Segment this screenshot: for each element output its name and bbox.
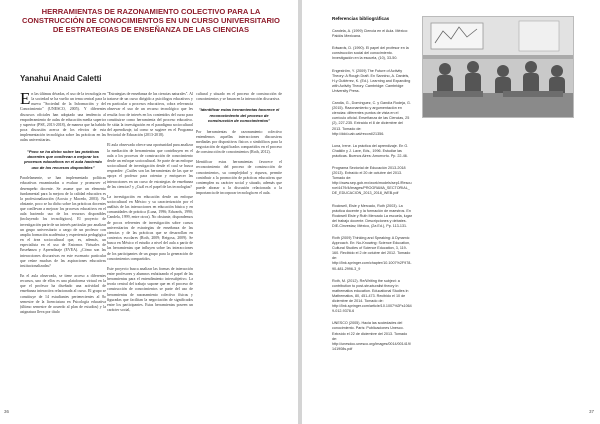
text-column-2	[107, 92, 193, 318]
reference-item: Edwards, D. (1990). El papel del profesor en la construcción social del conocimiento. Investigación en la escuela, (10), 33-50.	[332, 46, 409, 61]
references-heading: Referencias bibliográficas	[332, 16, 390, 21]
reference-item: Candela, A. (1999) Ciencia en el Aula. México: Paidós Mexicana.	[332, 29, 409, 39]
reference-item: Luna, Irene. La práctica del aprendizaje. En G. Chaiklin y J. Lave, Eds., 1996. Estudiar las prácticas. Buenos Aires: Amorrortu. Pp. 22-46.	[332, 143, 409, 158]
paragraph: En el aula observada, se tiene acceso a diferentes recursos, uno de ellos es una plataforma virtual en la que el profesor ha diseñado una actividad de enseñanza interactiva relacionada al curso. El grupo se constituye de 14 estudiantes pertenecientes al 8o semestre de la licenciatura en Psicología educativa (último semestre de acuerdo al plan de estudios) y la asignatura lleva por título	[20, 274, 106, 315]
text-column-1	[20, 89, 106, 320]
paragraph: cultural y situado en el proceso de construcción de conocimientos y se basan en la interacción discursiva.	[196, 92, 282, 102]
page-number: 37	[588, 409, 594, 414]
reference-item: Roth, M. (2012). Re/Writing the subject: a contribution to post-structuralist theory in mathematics education. Educational Studies in Mathematics, 80, 451-473. Recibido el 10 de diciembre de 2014. Tomado de: http://link.springer.com/article/10.1007%2Fs10649-012-9378-6	[332, 278, 412, 314]
paragraph: Identificar estas herramientas favorece el reconocimiento del proceso de construcción de conocimientos, su complejidad y riqueza, permite contribuir a la promoción de prácticas educativas que contemplen su carácter social y situado, además que puede abonar a la discusión relacionada a la importancia de incorporar tecnología en el aula.	[196, 160, 282, 196]
text-column-3	[196, 92, 282, 201]
classroom-photo	[422, 16, 574, 118]
left-page	[0, 0, 298, 424]
reference-item: Candia, G., Domínguez, C. y Gandía Rodeja, G. (2015). Razonamiento y argumentación en ciencias: diferentes puntos de vista en el currículo oficial. Enseñanza de las Ciencias, 25 (2), 227-235. Extraído el 8 de diciembre del 2013. Tomado de: http://ddd.uab.cat/record/21356.	[332, 101, 411, 136]
reference-item: Engeström, Y. (2009) The Future of Activity Theory: A Rough Draft. En Sannino, A. Daniels, H.y Gutiérrez, K. (Ed.). Learning and Expanding with Activity Theory. Cambridge: Cambridge University Press.	[332, 68, 411, 93]
article-title: HERRAMIENTAS DE RAZONAMIENTO COLECTIVO PARA LA CONSTRUCCIÓN DE CONOCIMIENTOS EN UN CURSO UNIVERSITARIO DE ESTRATEGIAS DE ENSEÑANZA DE LAS CIENCIAS	[22, 7, 280, 34]
reference-item: Programa Sectorial de Educación 2013-2018 (2013). Extraído el 20 de octubre del 2013. Tomado de: http://www.sep.gob.mx/work/models/sep1/Resource/4479/4/images/PROGRAMA_SECTORIAL_DE_EDUCACION_2013_2018_WEB.pdf	[332, 165, 412, 196]
references-column	[332, 16, 412, 359]
pull-quote: "Poco se ha dicho sobre las prácticas docentes que conllevan a mejorar los procesos educativos en el aula haciendo uso de los recursos disponibles"	[24, 148, 102, 170]
reference-item: Roth (2009) Thinking and Speaking: A Dynamic Approach. En: No-Knowing: Science Education, Cultural Studies of Science Education, 3, 119-160. Recibido el 2 de octubre del 2012. Tomado de: http://link.springer.com/chapter/10.1007%2F978-90-481-2996-3_9	[332, 236, 412, 271]
paragraph: En las últimas décadas, el uso de la tecnología en la sociedad se ha vuelto un tema central para la nueva "Sociedad de la Información y del Conocimiento" (UNESCO, 2005). Y diferentes discursos oficiales han adoptado una tendencia al empoderamiento de aulas de educación media superior y superior (PSE, 2013-2018), de manera que ha habido poca discusión acerca de los efectos de esta implementación tecnológica sobre las prácticas en las aulas universitarias.	[20, 89, 106, 143]
author-name: Yanahui Anaid Caletti	[20, 74, 102, 83]
reference-item: UNESCO (2005). Hacia las sociedades del conocimiento. París: Publicaciones Unesco. Extraído el 22 de diciembre del 2013. Tomado de: http://unesdoc.unesco.org/images/0014/001419/141908s.pdf	[332, 321, 411, 351]
pull-quote: "Identificar estas herramientas favorece el reconocimiento del proceso de construcción de conocimientos"	[198, 107, 280, 124]
paragraph: El aula observada ofrece una oportunidad para analizar la mediación de herramientas que contribuyen en el aula a los procesos de construcción de conocimiento desde un enfoque sociocultural. Se parte de un enfoque sociocultural de investigación desde el cual se busca responder: ¿Cuáles son las herramientas de las que se apoya el profesor para orientar y enriquecer las interacciones en un curso de estrategias de enseñanza de las ciencias? y ¿Cuál es el papel de las tecnologías?	[107, 143, 193, 189]
classroom-photo-illustration	[423, 17, 573, 117]
right-page	[302, 0, 600, 424]
paragraph: Por herramientas de razonamiento colectivo entendemos aquellas interacciones discursivas mediadas por dispositivos físicos o simbólicos para la negociación de significados compartidos en el proceso de construcción de conocimientos (Roth, 2012).	[196, 129, 282, 155]
paragraph: La investigación en educación desde un enfoque sociocultural en México y su caracterización por el análisis de las interacciones en educación básica y en comunidades de práctica (Luna, 1996; Edwards, 1990; Candela, 1999, entre otros). No obstante, dispondemos de pocos referentes de investigación sobre cursos universitarios de estrategias de enseñanza de las ciencias y de las prácticas que se desarrollan en contextos escolares (Roth, 2009; Reigosa, 2009). Se busca en México el estudio a nivel del aula a partir de las herramientas que influyen sobre las interacciones de los participantes de un grupo para la generación de conocimientos compartidos.	[107, 194, 193, 261]
reference-item: Rockwell, Elsie y Mercado, Ruth (2003). La práctica docente y la formación de maestros. En Rockwell Elsie y Ruth Mercado La escuela, lugar del trabajo docente. Descripciones y debates. DIE-Cinvestav, México, (2a Ed.), Pp. 113-131.	[332, 203, 412, 228]
page-number: 36	[4, 409, 10, 414]
paragraph: "Estrategias de enseñanza de las ciencias naturales". Al tratarse de un curso dirigido a psicólogos educativos y en particular a procesos educativos, cobra relevancia observar el uso de un recurso tecnológico que les resulta foco de interés en los contenidos del curso para constituirse como herramienta del proceso educativo. Se sitúa la investigación en el paradigma sociocultural del aprendizaje, tal como se sugiere en el Programa Sectorial de Educación (2013-2018).	[107, 92, 193, 138]
paragraph: Paralelamente, se han implementado políticas educativas encaminadas a evaluar y promover el desempeño docente. Se asume que un elemento fundamental para la mejora de la calidad educativa es la profesionalización (Acosta y Macedo, 2003). No obstante, poco se ha dicho sobre las prácticas docentes que conllevan a mejorar los procesos educativos en el aula haciendo uso de los recursos disponibles (incluyendo los tecnológicos). El proyecto de investigación parte de un interés particular por analizar un grupo universitario a cargo de un profesor con amplia formación académica y experiencia pedagógica en el área sociocultural que, es, además, un especialista en el uso de Entornos Virtuales de Enseñanza y Aprendizaje (EVEA). ¿Cómo son las interacciones discursivas en este escenario particular que reúne muchas de las aspiraciones educativas institucionalizadas?	[20, 176, 106, 268]
paragraph: Este proyecto busca analizar las formas de interacción entre profesores y alumnos enfatizando el papel de las herramientas para el entendimiento intersubjetivo. La teoría central del trabajo supone que en el proceso de construcción de conocimientos se parte del uso de herramientas de razonamiento colectivo físicas y figuradas que facilitan la negociación de significados entre los participantes. Estas herramientas poseen un carácter social,	[107, 266, 193, 313]
